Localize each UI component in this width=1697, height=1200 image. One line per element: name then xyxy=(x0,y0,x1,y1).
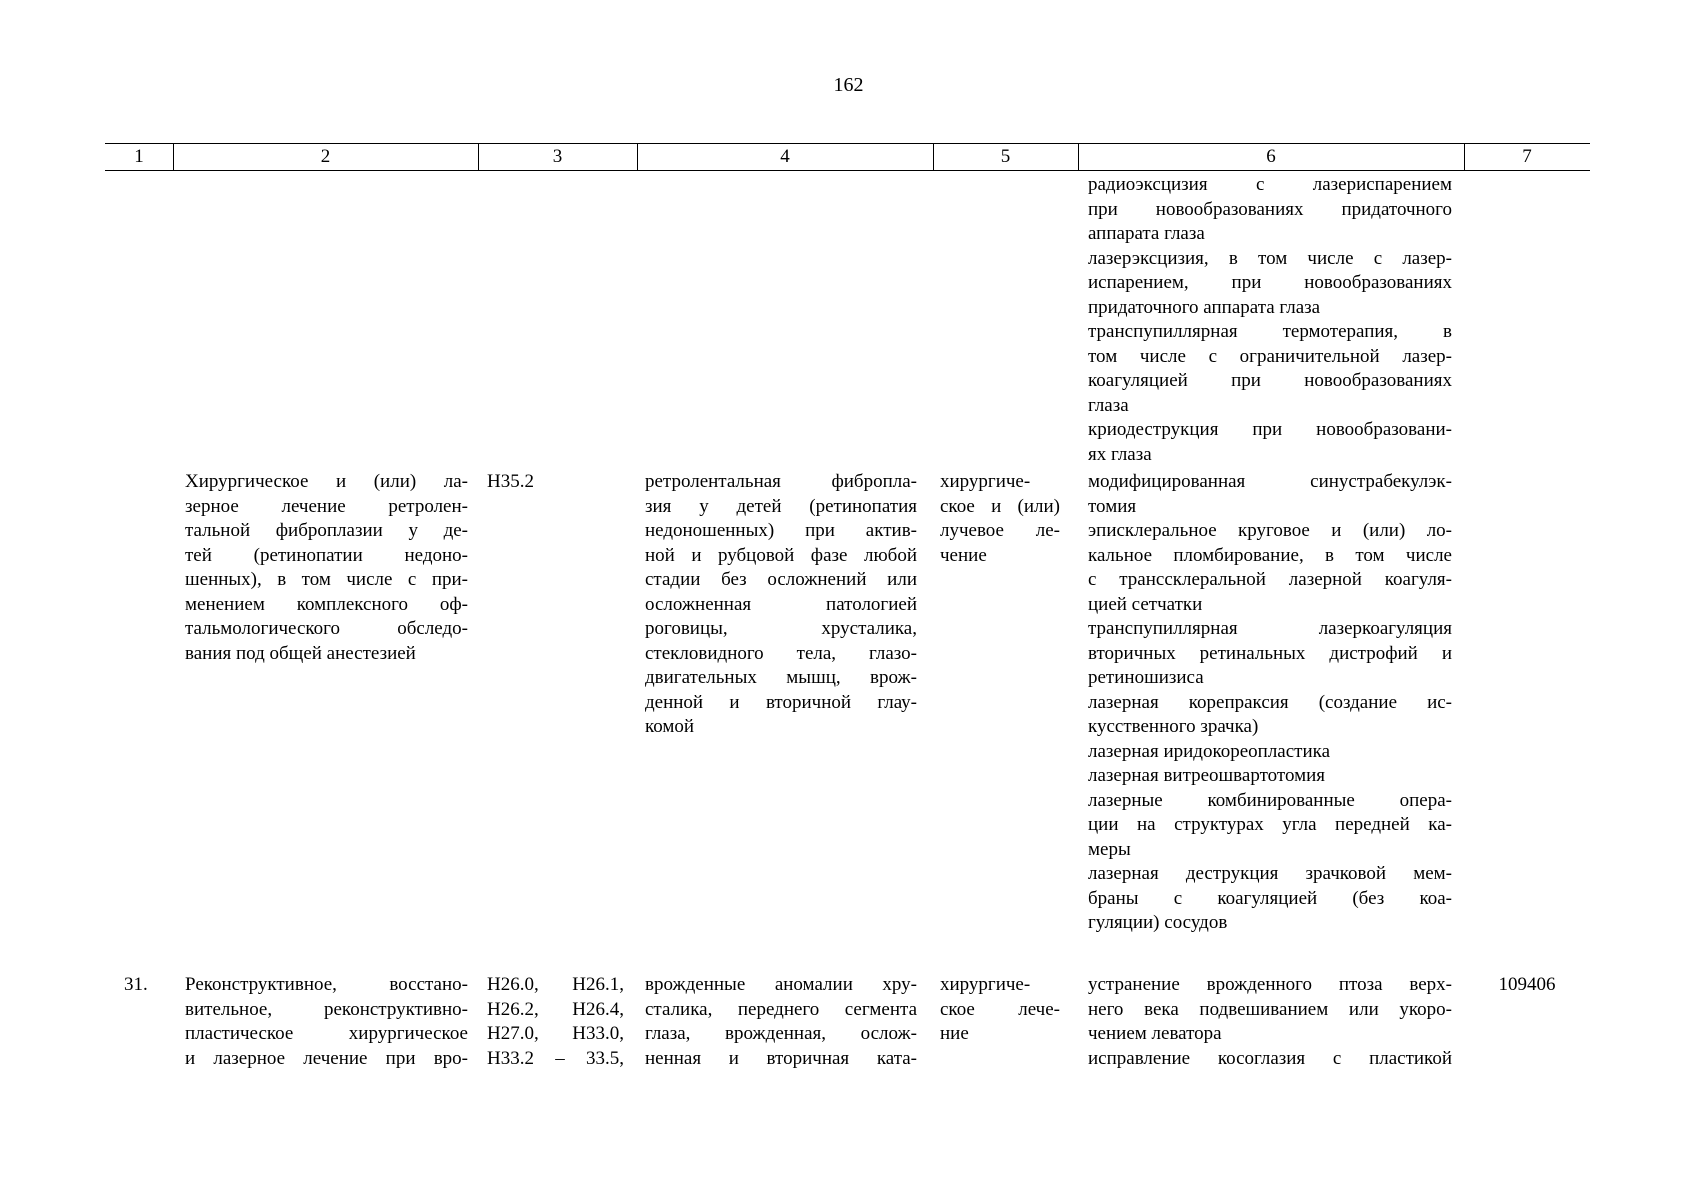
method-item xyxy=(1088,617,1452,691)
text-line: денной и вторичной глау- xyxy=(645,691,917,713)
text-line: ское лече- xyxy=(940,998,1060,1020)
text-line: менением комплексного оф- xyxy=(185,593,468,615)
text-line: H26.0, H26.1, xyxy=(487,974,624,995)
row-a-methods xyxy=(1088,470,1452,936)
text-line: гуляции) сосудов xyxy=(1088,912,1228,933)
page-number: 162 xyxy=(833,74,864,96)
text-line: лучевое ле- xyxy=(940,520,1060,541)
method-item xyxy=(1088,247,1452,321)
row-a-icd-codes xyxy=(487,470,617,495)
text-line: кальное пломбирование, в том числе xyxy=(1088,544,1452,566)
method-item xyxy=(1088,973,1452,1047)
text-line: роговицы, хрусталика, xyxy=(645,618,917,639)
text-line: шенных), в том числе с при- xyxy=(185,569,468,590)
text-line: исправление косоглазия с пластикой xyxy=(1088,1047,1452,1069)
text-line: чение xyxy=(940,544,987,566)
text-line: лазерэксцизия, в том числе с лазер- xyxy=(1088,247,1452,269)
text-line: стадии без осложнений или xyxy=(645,569,917,590)
header-col-7: 7 xyxy=(1522,146,1532,167)
method-item xyxy=(1088,470,1452,519)
text-line: ции на структурах угла передней ка- xyxy=(1088,814,1452,835)
table-header-row xyxy=(105,143,1590,171)
text-line: кусственного зрачка) xyxy=(1088,716,1259,737)
text-line: лазерная витреошвартотомия xyxy=(1088,765,1326,786)
text-line: том числе с ограничительной лазер- xyxy=(1088,345,1452,367)
method-item xyxy=(1088,418,1452,467)
text-line: придаточного аппарата глаза xyxy=(1088,296,1321,318)
text-line: транспупиллярная термотерапия, в xyxy=(1088,321,1452,342)
text-line: лазерная корепраксия (создание ис- xyxy=(1088,691,1452,713)
text-line: томия xyxy=(1088,495,1137,517)
text-line: устранение врожденного птоза верх- xyxy=(1088,974,1452,995)
text-line: лазерные комбинированные опера- xyxy=(1088,789,1452,811)
row-31-icd-codes xyxy=(487,973,624,1071)
row-31-treatment-type xyxy=(940,973,1060,1047)
text-line: лазерная иридокореопластика xyxy=(1088,740,1331,762)
text-line: осложненная патологией xyxy=(645,593,917,615)
text-line: ние xyxy=(940,1023,969,1044)
text-line: ной и рубцовой фазе любой xyxy=(645,544,917,566)
text-line: аппарата глаза xyxy=(1088,223,1205,244)
text-line: ское и (или) xyxy=(940,495,1060,517)
text-line: чением леватора xyxy=(1088,1023,1222,1044)
text-line: при новообразованиях придаточного xyxy=(1088,198,1452,220)
text-line: ретиношизиса xyxy=(1088,667,1204,688)
text-line: зия у детей (ретинопатия xyxy=(645,495,917,517)
icd-code: H35.2 xyxy=(487,471,534,492)
method-item xyxy=(1088,740,1452,765)
text-line: H33.2 – 33.5, xyxy=(487,1047,624,1069)
text-line: тальной фиброплазии у де- xyxy=(185,520,468,541)
row-31-cost: 109406 xyxy=(1498,974,1556,995)
text-line: комой xyxy=(645,716,695,737)
method-item xyxy=(1088,519,1452,617)
text-line: врожденные аномалии хру- xyxy=(645,974,917,995)
text-line: хирургиче- xyxy=(940,974,1031,995)
text-line: хирургиче- xyxy=(940,471,1031,492)
header-col-1: 1 xyxy=(134,146,144,167)
row-a-treatment-description xyxy=(185,470,468,666)
header-col-6: 6 xyxy=(1266,146,1276,167)
text-line: радиоэксцизия с лазериспарением xyxy=(1088,174,1452,195)
method-item xyxy=(1088,862,1452,936)
text-line: зерное лечение ретролен- xyxy=(185,495,468,517)
row-31-methods xyxy=(1088,973,1452,1071)
text-line: тей (ретинопатии недоно- xyxy=(185,544,468,566)
text-line: цией сетчатки xyxy=(1088,593,1203,615)
text-line: вания под общей анестезией xyxy=(185,642,416,664)
header-col-4: 4 xyxy=(780,146,790,167)
text-line: глаза xyxy=(1088,394,1129,416)
row-number: 31. xyxy=(124,974,148,995)
method-item xyxy=(1088,173,1452,247)
text-line: двигательных мышц, врож- xyxy=(645,667,917,688)
text-line: пластическое хирургическое xyxy=(185,1023,468,1044)
text-line: лазерная деструкция зрачковой мем- xyxy=(1088,863,1452,884)
text-line: браны с коагуляцией (без коа- xyxy=(1088,887,1452,909)
method-item xyxy=(1088,691,1452,740)
text-line: сталика, переднего сегмента xyxy=(645,998,917,1020)
text-line: него века подвешиванием или укоро- xyxy=(1088,998,1452,1020)
text-line: Реконструктивное, восстано- xyxy=(185,974,468,995)
text-line: транспупиллярная лазеркоагуляция xyxy=(1088,618,1452,639)
text-line: эписклеральное круговое и (или) ло- xyxy=(1088,520,1452,541)
header-col-3: 3 xyxy=(552,146,563,167)
method-item xyxy=(1088,1047,1452,1072)
text-line: вительное, реконструктивно- xyxy=(185,998,468,1020)
text-line: и лазерное лечение при вро- xyxy=(185,1047,468,1069)
text-line: меры xyxy=(1088,838,1131,860)
text-line: стекловидного тела, глазо- xyxy=(645,642,917,664)
text-line: H27.0, H33.0, xyxy=(487,1023,624,1044)
text-line: ненная и вторичная ката- xyxy=(645,1047,917,1069)
text-line: H26.2, H26.4, xyxy=(487,998,624,1020)
text-line: недоношенных) при актив- xyxy=(645,520,917,541)
header-col-5: 5 xyxy=(1000,146,1011,167)
text-line: Хирургическое и (или) ла- xyxy=(185,471,468,492)
text-line: ях глаза xyxy=(1088,443,1152,465)
text-line: ретролентальная фиброплa- xyxy=(645,471,917,492)
text-line: с транссклеральной лазерной коагуля- xyxy=(1088,569,1452,590)
method-item xyxy=(1088,789,1452,863)
text-line: модифицированная синустрабекулэк- xyxy=(1088,471,1452,492)
text-line: тальмологического обследо- xyxy=(185,618,468,639)
row-a-patient-model xyxy=(645,470,917,740)
method-item xyxy=(1088,764,1452,789)
method-item xyxy=(1088,320,1452,418)
text-line: глаза, врожденная, ослож- xyxy=(645,1023,917,1044)
text-line: коагуляцией при новообразованиях xyxy=(1088,370,1452,391)
row-31-patient-model xyxy=(645,973,917,1071)
text-line: вторичных ретинальных дистрофий и xyxy=(1088,642,1452,664)
header-col-2: 2 xyxy=(320,146,331,167)
continuation-methods xyxy=(1088,173,1452,467)
text-line: криодеструкция при новообразовани- xyxy=(1088,419,1452,440)
row-31-treatment-description xyxy=(185,973,468,1071)
text-line: испарением, при новообразованиях xyxy=(1088,272,1452,293)
row-a-treatment-type xyxy=(940,470,1060,568)
